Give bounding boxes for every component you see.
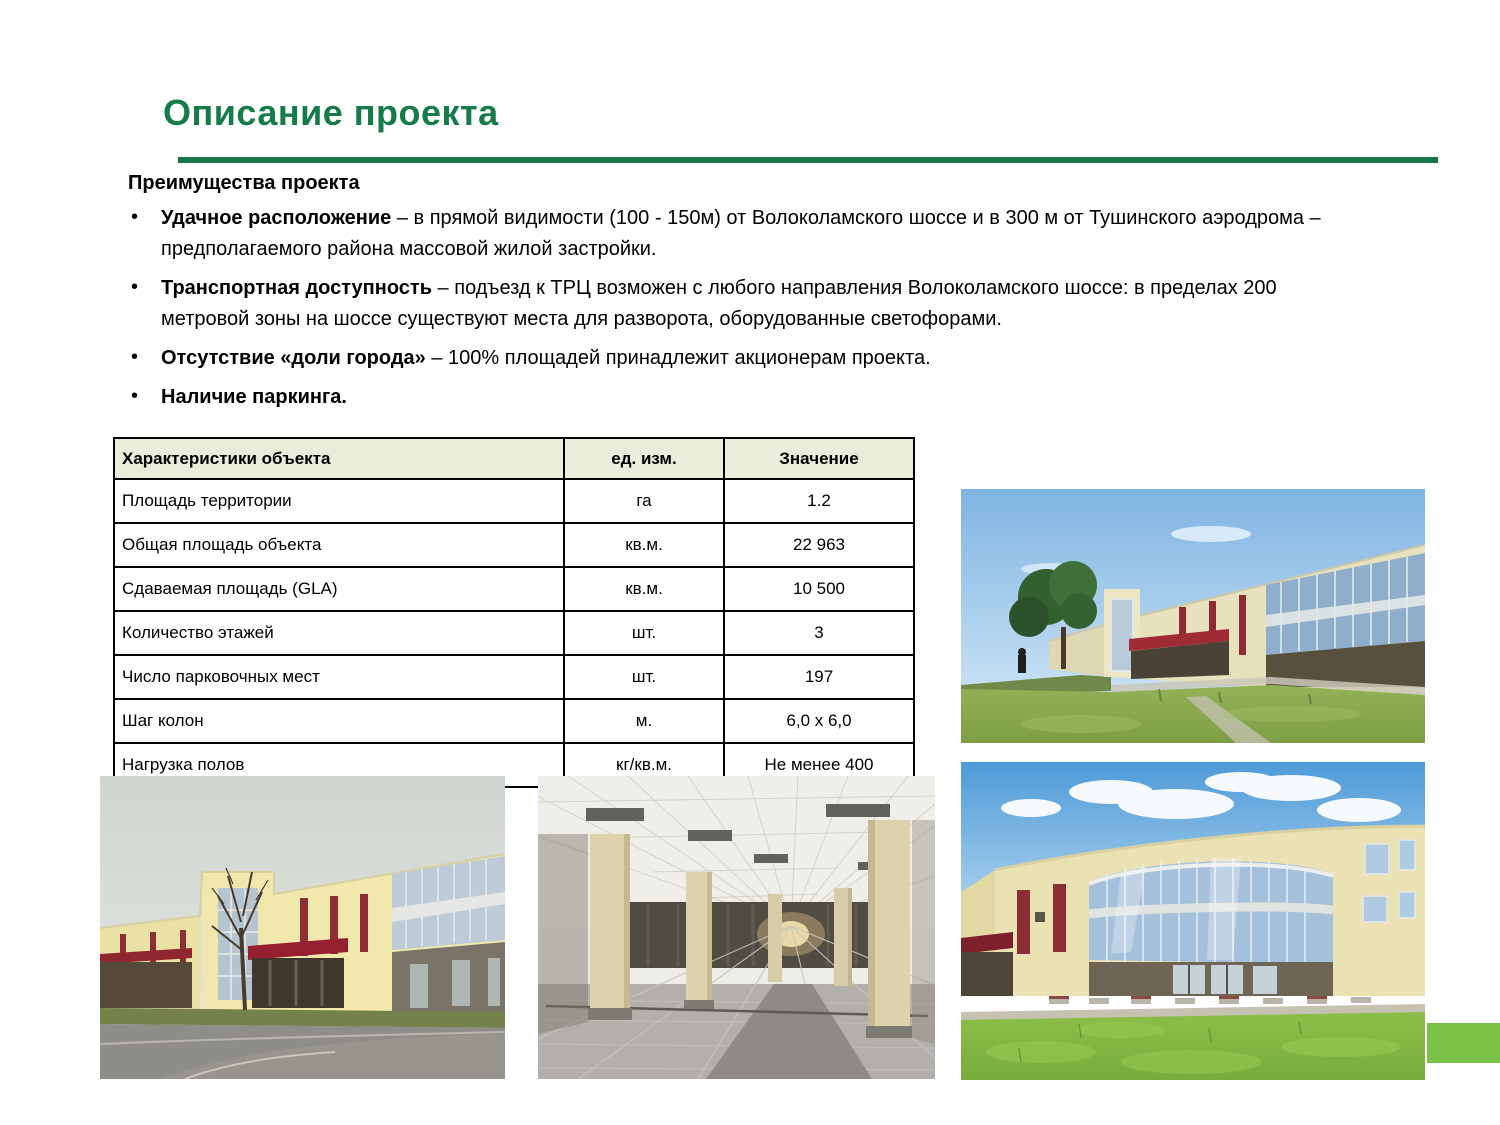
advantage-item [128, 382, 1323, 413]
table-cell: кв.м. [564, 523, 724, 567]
table-cell: га [564, 479, 724, 523]
building-interior-photo [538, 776, 935, 1079]
title-underline [178, 157, 1438, 163]
table-row [114, 655, 914, 699]
table-row [114, 567, 914, 611]
bullet-icon: • [131, 276, 139, 298]
table-cell: Не менее 400 [724, 743, 914, 787]
table-cell: Общая площадь объекта [114, 523, 564, 567]
table-header-cell: ед. изм. [564, 438, 724, 479]
advantage-term: Отсутствие «доли города» [161, 347, 426, 369]
page-title: Описание проекта [163, 92, 499, 133]
table-cell: кв.м. [564, 567, 724, 611]
advantage-text: – в прямой видимости (100 - 150м) от Волоколамского шоссе и в 300 м от Тушинского аэродрома – предполагаемого района массовой жилой застройки. [161, 207, 1321, 260]
table-cell: шт. [564, 655, 724, 699]
table-cell: Количество этажей [114, 611, 564, 655]
bullet-icon: • [131, 206, 139, 228]
table-header-cell: Значение [724, 438, 914, 479]
table-cell: Сдаваемая площадь (GLA) [114, 567, 564, 611]
advantage-term: Удачное расположение [161, 207, 392, 229]
table-cell: 3 [724, 611, 914, 655]
advantage-item [128, 273, 1323, 335]
building-exterior-photo-top [961, 489, 1425, 743]
table-cell: Нагрузка полов [114, 743, 564, 787]
characteristics-table [113, 437, 915, 788]
table-cell: 197 [724, 655, 914, 699]
building-exterior-photo-right [961, 762, 1425, 1080]
table-cell: 22 963 [724, 523, 914, 567]
table-cell: шт. [564, 611, 724, 655]
advantage-term: Транспортная доступность [161, 277, 432, 299]
advantage-text: – 100% площадей принадлежит акционерам проекта. [425, 347, 931, 369]
table-cell: Площадь территории [114, 479, 564, 523]
bullet-icon: • [131, 346, 139, 368]
table-header-cell: Характеристики объекта [114, 438, 564, 479]
table-cell: кг/кв.м. [564, 743, 724, 787]
table-cell: м. [564, 699, 724, 743]
table-row [114, 611, 914, 655]
table-cell: 6,0 х 6,0 [724, 699, 914, 743]
table-cell: 10 500 [724, 567, 914, 611]
table-row [114, 699, 914, 743]
table-cell: 1.2 [724, 479, 914, 523]
advantage-item [128, 343, 1323, 374]
section-heading: Преимущества проекта [128, 172, 360, 194]
advantage-item [128, 203, 1323, 265]
building-exterior-photo-left [100, 776, 505, 1079]
table-cell: Число парковочных мест [114, 655, 564, 699]
table-row [114, 479, 914, 523]
table-row [114, 523, 914, 567]
advantage-term: Наличие паркинга. [161, 386, 347, 408]
bullet-icon: • [131, 385, 139, 407]
advantages-list [128, 203, 1323, 421]
corner-accent-bar [1427, 1023, 1500, 1063]
advantage-text: – подъезд к ТРЦ возможен с любого направления Волоколамского шоссе: в пределах 200 метровой зоны на шоссе существуют места для разворота, оборудованные светофорами. [161, 277, 1277, 330]
table-cell: Шаг колон [114, 699, 564, 743]
table-header-row [114, 438, 914, 479]
